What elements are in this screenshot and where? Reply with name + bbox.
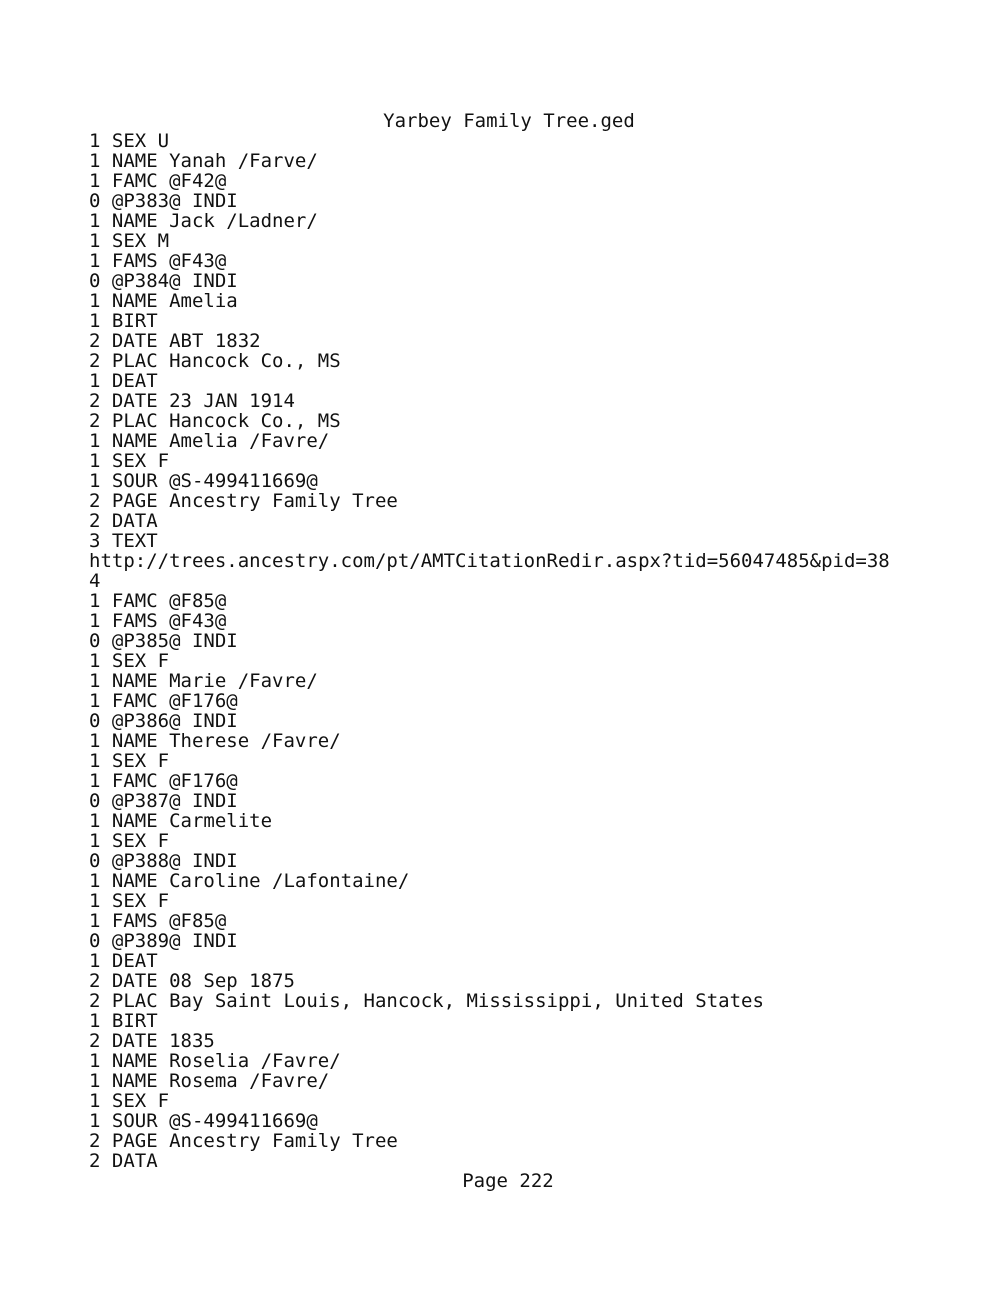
gedcom-line: http://trees.ancestry.com/pt/AMTCitationRedir.aspx?tid=56047485&pid=38 [89, 550, 890, 572]
gedcom-line: 0 @P388@ INDI [89, 850, 238, 872]
gedcom-line: 1 SEX F [89, 830, 170, 852]
gedcom-line: 2 DATE ABT 1832 [89, 330, 261, 352]
gedcom-line: 1 DEAT [89, 370, 158, 392]
gedcom-line: 1 FAMC @F176@ [89, 770, 238, 792]
gedcom-line: 2 PAGE Ancestry Family Tree [89, 490, 398, 512]
gedcom-line: 1 DEAT [89, 950, 158, 972]
gedcom-line: 2 PLAC Hancock Co., MS [89, 410, 341, 432]
gedcom-line: 1 SEX F [89, 890, 170, 912]
gedcom-line: 1 FAMC @F42@ [89, 170, 227, 192]
gedcom-line: 3 TEXT [89, 530, 158, 552]
gedcom-line: 2 PLAC Bay Saint Louis, Hancock, Mississippi, United States [89, 990, 764, 1012]
gedcom-line: 1 SEX F [89, 1090, 170, 1112]
gedcom-line: 1 SEX U [89, 130, 170, 152]
gedcom-line: 1 NAME Marie /Favre/ [89, 670, 318, 692]
gedcom-line: 1 FAMS @F43@ [89, 610, 227, 632]
gedcom-line: 1 SOUR @S-499411669@ [89, 1110, 318, 1132]
gedcom-line: 0 @P385@ INDI [89, 630, 238, 652]
gedcom-line: 1 SEX M [89, 230, 170, 252]
gedcom-line: 1 SEX F [89, 450, 170, 472]
gedcom-line: 1 SOUR @S-499411669@ [89, 470, 318, 492]
gedcom-line: 2 PLAC Hancock Co., MS [89, 350, 341, 372]
gedcom-line: 4 [89, 570, 101, 592]
gedcom-line: 1 NAME Therese /Favre/ [89, 730, 341, 752]
page-header-title: Yarbey Family Tree.ged [383, 110, 635, 132]
gedcom-line: 1 SEX F [89, 650, 170, 672]
gedcom-line: 1 NAME Roselia /Favre/ [89, 1050, 341, 1072]
gedcom-line: 1 FAMC @F85@ [89, 590, 227, 612]
gedcom-line: 1 NAME Yanah /Farve/ [89, 150, 318, 172]
gedcom-line: 2 DATA [89, 510, 158, 532]
gedcom-line: 1 NAME Caroline /Lafontaine/ [89, 870, 410, 892]
gedcom-line: 1 FAMC @F176@ [89, 690, 238, 712]
gedcom-line: 2 DATE 1835 [89, 1030, 215, 1052]
gedcom-line: 1 BIRT [89, 1010, 158, 1032]
gedcom-record-list [89, 131, 969, 1171]
gedcom-line: 2 DATE 23 JAN 1914 [89, 390, 295, 412]
gedcom-line: 2 DATA [89, 1150, 158, 1172]
gedcom-line: 1 NAME Carmelite [89, 810, 273, 832]
gedcom-line: 0 @P384@ INDI [89, 270, 238, 292]
gedcom-line: 1 BIRT [89, 310, 158, 332]
page-number: Page 222 [462, 1170, 554, 1192]
gedcom-line: 1 SEX F [89, 750, 170, 772]
gedcom-line: 2 DATE 08 Sep 1875 [89, 970, 295, 992]
gedcom-line: 0 @P386@ INDI [89, 710, 238, 732]
gedcom-line: 1 NAME Amelia /Favre/ [89, 430, 330, 452]
gedcom-line: 0 @P389@ INDI [89, 930, 238, 952]
gedcom-line: 1 NAME Amelia [89, 290, 238, 312]
gedcom-line: 1 FAMS @F85@ [89, 910, 227, 932]
gedcom-line: 0 @P383@ INDI [89, 190, 238, 212]
gedcom-line: 1 NAME Rosema /Favre/ [89, 1070, 330, 1092]
gedcom-line: 1 FAMS @F43@ [89, 250, 227, 272]
gedcom-line: 2 PAGE Ancestry Family Tree [89, 1130, 398, 1152]
gedcom-line: 0 @P387@ INDI [89, 790, 238, 812]
gedcom-line: 1 NAME Jack /Ladner/ [89, 210, 318, 232]
